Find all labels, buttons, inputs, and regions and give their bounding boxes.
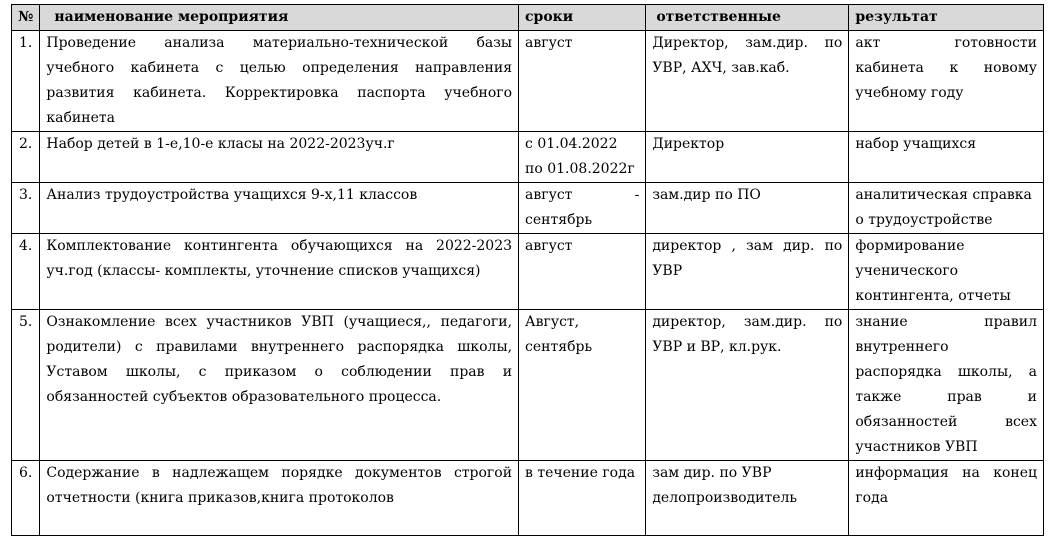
table-row [12,183,1044,234]
header-deadline: сроки [519,5,646,31]
row-name: Содержание в надлежащем порядке документов строгой отчетности (книга приказов,книга протоколов [46,465,513,506]
row-responsible: зам.дир по ПО [646,183,849,234]
row-responsible: директор , зам дир. по УВР [646,234,849,310]
row-result: формирование ученического контингента, отчеты [849,234,1044,310]
row-deadline: в течение года [519,461,646,536]
row-result: знание правил внутреннего распорядка школы, а также прав и обязанностей всех участников УВП [849,310,1044,461]
row-responsible: Директор, зам.дир. по УВР, АХЧ, зав.каб. [646,31,849,132]
row-name: Набор детей в 1-е,10-е класы на 2022-2023уч.г [40,132,519,183]
row-num: 1. [12,31,40,132]
row-responsible: директор, зам.дир. по УВР и ВР, кл.рук. [646,310,849,461]
events-table [11,4,1044,536]
row-num: 4. [12,234,40,310]
row-deadline: Август, сентябрь [519,310,646,461]
row-responsible: зам дир. по УВР делопроизводитель [646,461,849,536]
row-name-cell [40,461,519,536]
table-row [12,132,1044,183]
row-deadline: август - сентябрь [519,183,646,234]
row-result: аналитическая справка о трудоустройстве [849,183,1044,234]
header-result: результат [849,5,1044,31]
table-header-row [12,5,1044,31]
row-name: Анализ трудоустройства учащихся 9-х,11 классов [40,183,519,234]
header-num: № [12,5,40,31]
header-name: наименование мероприятия [40,5,519,31]
table-row [12,461,1044,536]
row-result: информация на конец года [849,461,1044,536]
row-deadline: август [519,31,646,132]
row-responsible: Директор [646,132,849,183]
row-deadline: с 01.04.2022 по 01.08.2022г [519,132,646,183]
row-num: 5. [12,310,40,461]
header-responsible: ответственные [646,5,849,31]
table-row [12,31,1044,132]
row-num: 3. [12,183,40,234]
row-name: Проведение анализа материально-технической базы учебного кабинета с целью определения направления развития кабинета. Корректировка паспорта учебного кабинета [40,31,519,132]
table-row [12,310,1044,461]
row-num: 2. [12,132,40,183]
row-result: акт готовности кабинета к новому учебному году [849,31,1044,132]
row-deadline: август [519,234,646,310]
row-result: набор учащихся [849,132,1044,183]
row-num: 6. [12,461,40,536]
row-name: Комплектование контингента обучающихся на 2022-2023 уч.год (классы- комплекты, уточнение списков учащихся) [40,234,519,310]
table-row [12,234,1044,310]
row-name: Ознакомление всех участников УВП (учащиеся,, педагоги, родители) с правилами внутреннего распорядка школы, Уставом школы, с приказом о соблюдении прав и обязанностей субъектов образовательного процесса. [40,310,519,461]
